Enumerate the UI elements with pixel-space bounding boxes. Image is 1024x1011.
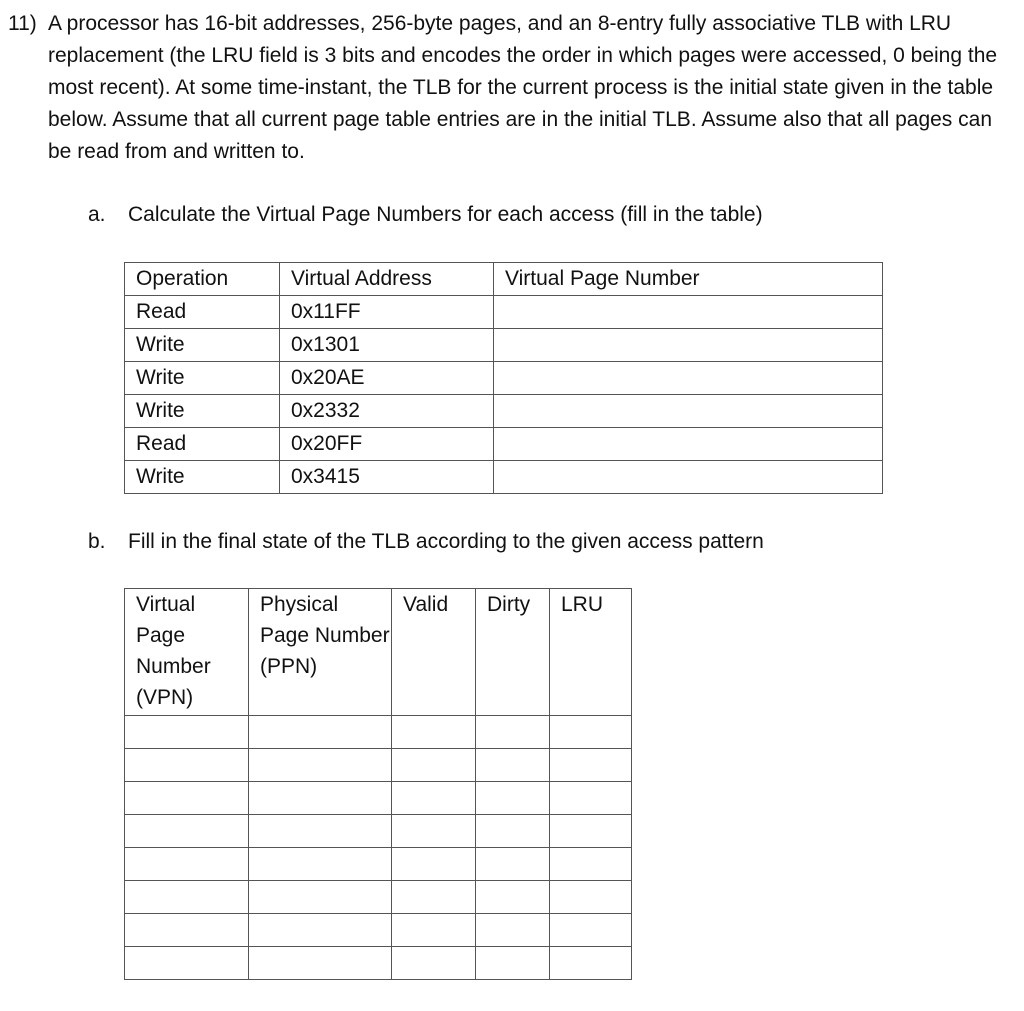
tlb-vpn-cell[interactable] — [125, 815, 249, 848]
table-row — [125, 947, 632, 980]
tlb-dirty-cell[interactable] — [476, 815, 550, 848]
part-b-text: Fill in the final state of the TLB according to the given access pattern — [128, 530, 764, 553]
vpn-table-header-row — [125, 263, 883, 296]
tlb-ppn-cell[interactable] — [249, 749, 392, 782]
tlb-table-header-cell: LRU — [550, 589, 632, 716]
tlb-lru-cell[interactable] — [550, 815, 632, 848]
tlb-lru-cell[interactable] — [550, 947, 632, 980]
tlb-ppn-cell[interactable] — [249, 848, 392, 881]
tlb-ppn-cell[interactable] — [249, 881, 392, 914]
tlb-table-header-cell: Dirty — [476, 589, 550, 716]
table-row — [125, 716, 632, 749]
tlb-table-header-cell: Valid — [392, 589, 476, 716]
table-row — [125, 428, 883, 461]
question-block — [8, 8, 1008, 168]
tlb-ppn-cell[interactable] — [249, 914, 392, 947]
table-row — [125, 815, 632, 848]
table-row — [125, 848, 632, 881]
tlb-valid-cell[interactable] — [392, 881, 476, 914]
tlb-dirty-cell[interactable] — [476, 716, 550, 749]
tlb-lru-cell[interactable] — [550, 881, 632, 914]
vpn-answer-cell[interactable] — [494, 329, 883, 362]
vpn-answer-cell[interactable] — [494, 395, 883, 428]
tlb-ppn-cell[interactable] — [249, 716, 392, 749]
table-row — [125, 914, 632, 947]
tlb-ppn-cell[interactable] — [249, 815, 392, 848]
tlb-dirty-cell[interactable] — [476, 848, 550, 881]
vpn-answer-cell[interactable] — [494, 362, 883, 395]
virtual-address-cell: 0x1301 — [280, 329, 494, 362]
question-number: 11) — [8, 12, 37, 35]
vpn-answer-cell[interactable] — [494, 428, 883, 461]
virtual-address-cell: 0x2332 — [280, 395, 494, 428]
tlb-vpn-cell[interactable] — [125, 914, 249, 947]
tlb-table — [124, 588, 632, 980]
vpn-table-header-cell: Virtual Address — [280, 263, 494, 296]
tlb-dirty-cell[interactable] — [476, 947, 550, 980]
operation-cell: Write — [125, 362, 280, 395]
tlb-vpn-cell[interactable] — [125, 947, 249, 980]
tlb-dirty-cell[interactable] — [476, 881, 550, 914]
tlb-lru-cell[interactable] — [550, 749, 632, 782]
operation-cell: Read — [125, 296, 280, 329]
tlb-lru-cell[interactable] — [550, 848, 632, 881]
table-row — [125, 881, 632, 914]
part-a-text: Calculate the Virtual Page Numbers for each access (fill in the table) — [128, 203, 763, 226]
tlb-valid-cell[interactable] — [392, 782, 476, 815]
tlb-vpn-cell[interactable] — [125, 782, 249, 815]
operation-cell: Write — [125, 329, 280, 362]
vpn-answer-cell[interactable] — [494, 461, 883, 494]
tlb-lru-cell[interactable] — [550, 914, 632, 947]
tlb-dirty-cell[interactable] — [476, 782, 550, 815]
operation-cell: Write — [125, 395, 280, 428]
table-row — [125, 395, 883, 428]
tlb-valid-cell[interactable] — [392, 947, 476, 980]
part-b-letter: b. — [88, 530, 106, 553]
tlb-valid-cell[interactable] — [392, 749, 476, 782]
tlb-valid-cell[interactable] — [392, 815, 476, 848]
tlb-table-header-cell: Virtual Page Number (VPN) — [125, 589, 249, 716]
tlb-lru-cell[interactable] — [550, 782, 632, 815]
table-row — [125, 461, 883, 494]
tlb-valid-cell[interactable] — [392, 914, 476, 947]
virtual-address-cell: 0x20AE — [280, 362, 494, 395]
tlb-ppn-cell[interactable] — [249, 782, 392, 815]
tlb-table-header-row — [125, 589, 632, 716]
virtual-address-cell: 0x3415 — [280, 461, 494, 494]
table-row — [125, 749, 632, 782]
vpn-table-header-cell: Virtual Page Number — [494, 263, 883, 296]
table-row — [125, 329, 883, 362]
table-row — [125, 782, 632, 815]
table-row — [125, 362, 883, 395]
operation-cell: Write — [125, 461, 280, 494]
virtual-address-cell: 0x20FF — [280, 428, 494, 461]
part-a-letter: a. — [88, 203, 106, 226]
question-text: A processor has 16-bit addresses, 256-byte pages, and an 8-entry fully associative TLB with LRU replacement (the LRU field is 3 bits and encodes the order in which pages were accessed, 0 being the most recent). At some time-instant, the TLB for the current process is the initial state given in the table below. Assume that all current page table entries are in the initial TLB. Assume also that all pages can be read from and written to. — [48, 12, 998, 163]
tlb-vpn-cell[interactable] — [125, 848, 249, 881]
tlb-ppn-cell[interactable] — [249, 947, 392, 980]
virtual-address-cell: 0x11FF — [280, 296, 494, 329]
tlb-vpn-cell[interactable] — [125, 716, 249, 749]
tlb-valid-cell[interactable] — [392, 716, 476, 749]
tlb-vpn-cell[interactable] — [125, 749, 249, 782]
vpn-table-header-cell: Operation — [125, 263, 280, 296]
tlb-lru-cell[interactable] — [550, 716, 632, 749]
tlb-valid-cell[interactable] — [392, 848, 476, 881]
table-row — [125, 296, 883, 329]
tlb-dirty-cell[interactable] — [476, 914, 550, 947]
tlb-dirty-cell[interactable] — [476, 749, 550, 782]
vpn-table — [124, 262, 883, 494]
tlb-vpn-cell[interactable] — [125, 881, 249, 914]
vpn-answer-cell[interactable] — [494, 296, 883, 329]
operation-cell: Read — [125, 428, 280, 461]
tlb-table-header-cell: Physical Page Number (PPN) — [249, 589, 392, 716]
